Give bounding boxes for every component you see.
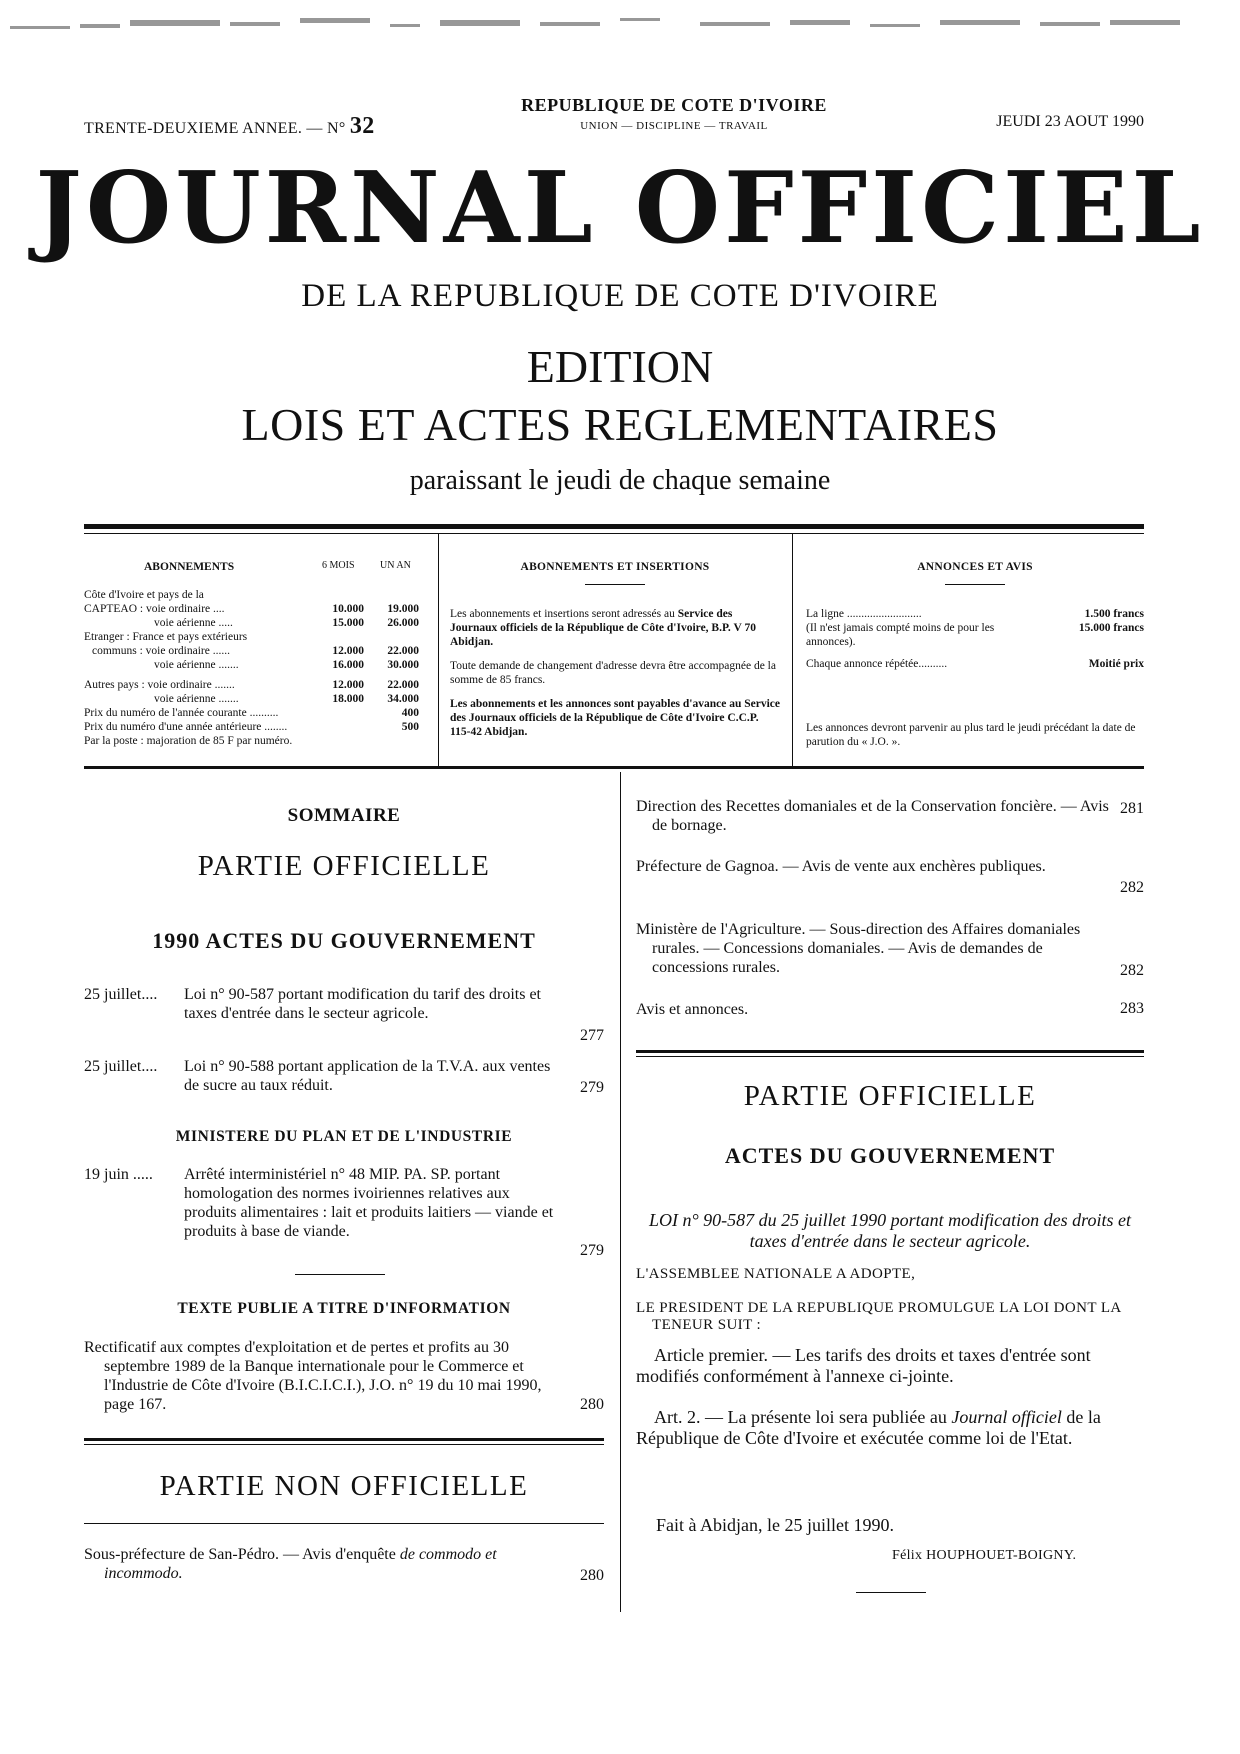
thick-divider — [84, 1438, 604, 1441]
postal-surcharge: Par la poste : majoration de 85 F par numéro. — [84, 735, 293, 747]
scan-noise — [0, 8, 1240, 48]
subscription-row: CAPTEAO : voie ordinaire .... 10.000 19.000 — [84, 603, 419, 615]
issue-number — [84, 113, 375, 140]
subscription-row: communs : voie ordinaire ...... 12.000 22.000 — [92, 645, 419, 657]
masthead-title: JOURNAL OFFICIEL — [35, 151, 1205, 266]
partie-officielle-heading-2: PARTIE OFFICIELLE — [743, 1080, 1037, 1112]
publication-frequency: paraissant le jeudi de chaque semaine — [409, 465, 831, 496]
insertions-title: ABONNEMENTS ET INSERTIONS — [520, 561, 710, 573]
partie-officielle-heading: PARTIE OFFICIELLE — [197, 850, 491, 882]
year-label: TRENTE-DEUXIEME ANNEE. — N° — [84, 120, 346, 137]
sommaire-entry: 19 juin ..... Arrêté interministériel n° 48 MIP. PA. SP. portant homologation des normes ivoiriennes relatives aux produits alimentaires : lait et produits laitiers — viande et produits à base de viande. 279 — [84, 1166, 604, 1259]
sommaire-title: SOMMAIRE — [287, 805, 401, 826]
price-current: Prix du numéro de l'année courante .......... 400 — [84, 707, 419, 719]
section-divider — [295, 1274, 385, 1275]
sommaire-entry: Direction des Recettes domaniales et de la Conservation foncière. — Avis de bornage. 281 — [636, 798, 1144, 834]
ministere-heading: MINISTERE DU PLAN ET DE L'INDUSTRIE — [175, 1128, 513, 1145]
edition-label: EDITION — [526, 341, 714, 392]
col-6-months: 6 MOIS — [322, 560, 355, 571]
box-divider-1 — [438, 534, 439, 766]
announcements-box — [806, 550, 1144, 759]
actes-gouvernement-heading: 1990 ACTES DU GOUVERNEMENT — [152, 928, 536, 953]
signature: Félix HOUPHOUET-BOIGNY. — [892, 1548, 1077, 1563]
sommaire-entry: Sous-préfecture de San-Pédro. — Avis d'enquête de commodo et incommodo. 280 — [84, 1546, 604, 1584]
assemblee-line: L'ASSEMBLEE NATIONALE A ADOPTE, — [636, 1266, 916, 1282]
sommaire-entry: Préfecture de Gagnoa. — Avis de vente aux enchères publiques. 282 — [636, 858, 1144, 896]
actes-gouvernement-heading-2: ACTES DU GOUVERNEMENT — [724, 1143, 1056, 1168]
signing-place-date: Fait à Abidjan, le 25 juillet 1990. — [656, 1515, 894, 1535]
box-bottom-rule — [84, 766, 1144, 769]
end-rule — [856, 1592, 926, 1593]
sommaire-entry: Ministère de l'Agriculture. — Sous-direction des Affaires domaniales rurales. — Concessions domaniales. — Avis de demandes de concessions rurales. 282 — [636, 921, 1144, 979]
thick-divider — [636, 1050, 1144, 1053]
texte-info-heading: TEXTE PUBLIE A TITRE D'INFORMATION — [177, 1300, 511, 1317]
insertions-box — [450, 550, 780, 749]
partie-non-officielle-heading: PARTIE NON OFFICIELLE — [159, 1470, 529, 1502]
deadline-note: Les annonces devront parvenir au plus tard le jeudi précédant la date de parution du « J.O. ». — [806, 722, 1136, 749]
insertions-address-2: Service des Journaux officiels de la République de Côte d'Ivoire, B.P. V 70 Abidjan. — [450, 608, 756, 649]
president-line: LE PRESIDENT DE LA REPUBLIQUE PROMULGUE LA LOI DONT LA TENEUR SUIT : — [636, 1300, 1121, 1333]
line-minimum: (Il n'est jamais compté moins de pour les annonces). 15.000 francs — [806, 622, 1144, 649]
sommaire-entry: 25 juillet.... Loi n° 90-587 portant modification du tarif des droits et taxes d'entrée dans le secteur agricole. 277 — [84, 986, 604, 1044]
thin-divider — [636, 1056, 1144, 1057]
sommaire-entry: 25 juillet.... Loi n° 90-588 portant application de la T.V.A. aux ventes de sucre au taux réduit. 279 — [84, 1058, 604, 1096]
announcements-title: ANNONCES ET AVIS — [917, 561, 1033, 573]
republic-block — [474, 95, 874, 132]
article-2: Art. 2. — La présente loi sera publiée au Journal officiel de la République de Côte d'Ivoire et exécutée comme loi de l'Etat. — [636, 1407, 1101, 1448]
thin-divider — [84, 1444, 604, 1445]
subscription-row: Autres pays : voie ordinaire ....... 12.000 22.000 — [84, 679, 419, 691]
insertions-address-1: Les abonnements et insertions seront adressés au — [450, 608, 675, 621]
subscription-row: voie aérienne ....... 16.000 30.000 — [154, 659, 419, 671]
national-motto: UNION — DISCIPLINE — TRAVAIL — [580, 120, 768, 132]
payment-note: Les abonnements et les annonces sont payables d'avance au Service des Journaux officiels de la République de Côte d'Ivoire C.C.P. 115-42 Abidjan. — [450, 698, 780, 739]
box-divider-2 — [792, 534, 793, 766]
subscriptions-title: ABONNEMENTS — [144, 561, 235, 573]
edition-name: LOIS ET ACTES REGLEMENTAIRES — [241, 399, 999, 450]
sommaire-entry: Avis et annonces. 283 — [636, 1000, 1144, 1018]
loi-title: LOI n° 90-587 du 25 juillet 1990 portant modification des droits et taxes d'entrée dans le secteur agricole. — [648, 1210, 1132, 1251]
non-officielle-rule — [84, 1523, 604, 1524]
header — [84, 95, 1144, 145]
subscription-row: Etranger : France et pays extérieurs — [84, 631, 248, 643]
subscriptions-box — [84, 550, 424, 748]
top-rule-thin — [84, 533, 1144, 534]
article-1: Article premier. — Les tarifs des droits et taxes d'entrée sont modifiés conformément à l'annexe ci-jointe. — [636, 1345, 1091, 1386]
subscription-row: Côte d'Ivoire et pays de la — [84, 589, 204, 601]
masthead-subtitle: DE LA REPUBLIQUE DE COTE D'IVOIRE — [301, 278, 939, 314]
address-change-note: Toute demande de changement d'adresse devra être accompagnée de la somme de 85 francs. — [450, 660, 776, 687]
sommaire-entry: Rectificatif aux comptes d'exploitation et de pertes et profits au 30 septembre 1989 de la Banque internationale pour le Commerce et l'Industrie de Côte d'Ivoire (B.I.C.I.C.I.), J.O. n° 19 du 10 mai 1990, page 167. 280 — [84, 1339, 604, 1413]
subscription-row: voie aérienne ....... 18.000 34.000 — [154, 693, 419, 705]
line-price: La ligne .......................... 1.500 francs — [806, 608, 1144, 621]
issue-date: JEUDI 23 AOUT 1990 — [996, 113, 1144, 130]
col-1-year: UN AN — [380, 560, 411, 571]
subscription-row: voie aérienne ..... 15.000 26.000 — [154, 617, 419, 629]
top-rule — [84, 524, 1144, 529]
price-previous: Prix du numéro d'une année antérieure ........ 500 — [84, 721, 419, 733]
repeat-price: Chaque annonce répétée.......... Moitié prix — [806, 658, 1144, 671]
column-divider — [620, 772, 621, 1612]
republic-name: REPUBLIQUE DE COTE D'IVOIRE — [521, 95, 827, 115]
issue-no: 32 — [349, 113, 375, 139]
